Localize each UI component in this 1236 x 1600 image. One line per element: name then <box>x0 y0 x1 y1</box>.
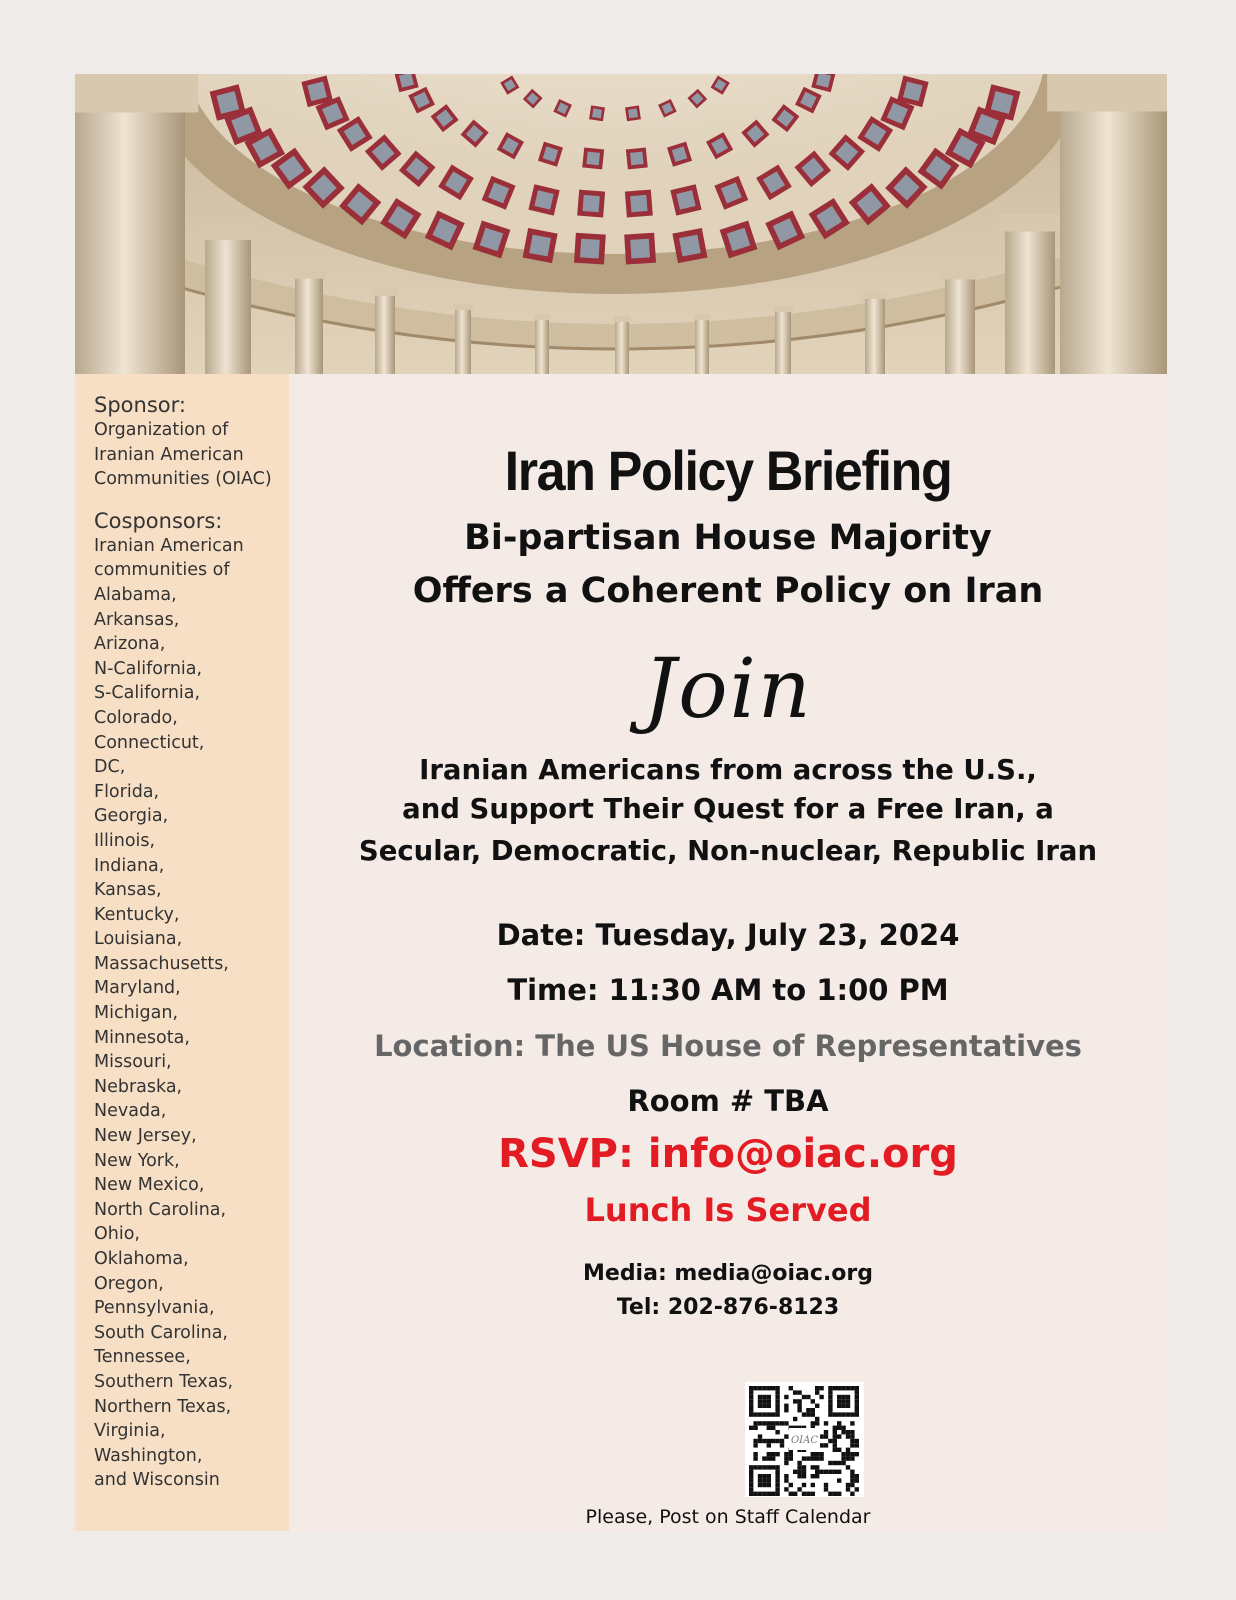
footer-note: Please, Post on Staff Calendar <box>585 1506 871 1528</box>
cosponsor-item: Ohio, <box>94 1224 140 1245</box>
cosponsor-item: Arizona, <box>94 634 166 655</box>
cosponsor-item: Nebraska, <box>94 1076 183 1097</box>
cosponsor-item: Colorado, <box>94 707 178 728</box>
event-room: Room # TBA <box>627 1084 829 1118</box>
lunch-note: Lunch Is Served <box>584 1191 872 1229</box>
page-title: Iran Policy Briefing <box>504 439 952 502</box>
cosponsor-item: Maryland, <box>94 978 181 999</box>
sponsor-line: Organization of <box>94 420 229 440</box>
cosponsor-item: Northern Texas, <box>94 1396 232 1417</box>
subtitle-line-2: Offers a Coherent Policy on Iran <box>412 571 1044 611</box>
cosponsor-item: Alabama, <box>94 584 177 605</box>
cosponsor-item: Minnesota, <box>94 1027 190 1048</box>
cosponsor-item: New York, <box>94 1150 180 1171</box>
flyer <box>75 74 1167 1531</box>
cosponsor-item: Tennessee, <box>94 1347 191 1368</box>
cosponsor-item: Oregon, <box>94 1273 164 1294</box>
sponsor-line: Communities (OIAC) <box>94 469 272 490</box>
cosponsor-item: New Jersey, <box>94 1126 197 1147</box>
sponsor-list <box>94 418 289 492</box>
cosponsor-item: Virginia, <box>94 1421 166 1442</box>
cosponsor-item: Missouri, <box>94 1052 172 1073</box>
message-line-2: and Support Their Quest for a Free Iran, a <box>402 793 1054 825</box>
cosponsor-item: communities of <box>94 560 230 581</box>
cosponsor-item: DC, <box>94 757 126 778</box>
cosponsor-item: Pennsylvania, <box>94 1298 215 1319</box>
cosponsor-item: North Carolina, <box>94 1199 227 1220</box>
briefing-content <box>289 374 1167 1531</box>
event-date: Date: Tuesday, July 23, 2024 <box>496 918 960 952</box>
qr-code[interactable] <box>745 1382 864 1497</box>
cosponsor-item: South Carolina, <box>94 1322 228 1343</box>
cosponsor-item: Nevada, <box>94 1101 167 1122</box>
cosponsor-item: Illinois, <box>94 830 156 851</box>
cosponsor-item: New Mexico, <box>94 1175 205 1196</box>
cosponsor-item: Georgia, <box>94 806 169 827</box>
cosponsor-item: Oklahoma, <box>94 1249 189 1269</box>
rsvp-email[interactable]: RSVP: info@oiac.org <box>498 1131 958 1177</box>
media-email[interactable]: Media: media@oiac.org <box>583 1261 873 1286</box>
cosponsor-item: Michigan, <box>94 1003 179 1024</box>
cosponsor-item: Southern Texas, <box>94 1371 234 1392</box>
sponsor-line: Iranian American <box>94 444 244 465</box>
cosponsors-heading: Cosponsors: <box>94 508 223 533</box>
event-location: Location: The US House of Representatives <box>374 1029 1082 1063</box>
sponsor-heading: Sponsor: <box>94 393 186 417</box>
qr-logo: OIAC <box>790 1435 819 1446</box>
message-line-3: Secular, Democratic, Non-nuclear, Republic Iran <box>358 835 1098 867</box>
cosponsor-item: Massachusetts, <box>94 953 229 974</box>
media-phone[interactable]: Tel: 202-876-8123 <box>616 1295 840 1320</box>
join-heading: Join <box>643 642 813 737</box>
cosponsor-item: Louisiana, <box>94 929 183 950</box>
sponsor-sidebar <box>75 374 289 1531</box>
cosponsor-item: Florida, <box>94 781 160 802</box>
cosponsor-item: Connecticut, <box>94 732 205 753</box>
cosponsor-item: Kansas, <box>94 880 162 901</box>
cosponsor-item: and Wisconsin <box>94 1470 220 1491</box>
capitol-rotunda-photo <box>75 74 1167 374</box>
cosponsor-item: N-California, <box>94 658 203 679</box>
cosponsor-item: Washington, <box>94 1445 203 1466</box>
event-time: Time: 11:30 AM to 1:00 PM <box>507 973 949 1007</box>
cosponsor-item: Iranian American <box>94 535 244 556</box>
cosponsor-list <box>94 534 289 1493</box>
subtitle-line-1: Bi-partisan House Majority <box>464 518 992 558</box>
cosponsor-item: S-California, <box>94 683 201 704</box>
cosponsor-item: Kentucky, <box>94 904 180 925</box>
message-line-1: Iranian Americans from across the U.S., <box>419 754 1037 786</box>
cosponsor-item: Arkansas, <box>94 609 180 630</box>
cosponsor-item: Indiana, <box>94 855 165 876</box>
